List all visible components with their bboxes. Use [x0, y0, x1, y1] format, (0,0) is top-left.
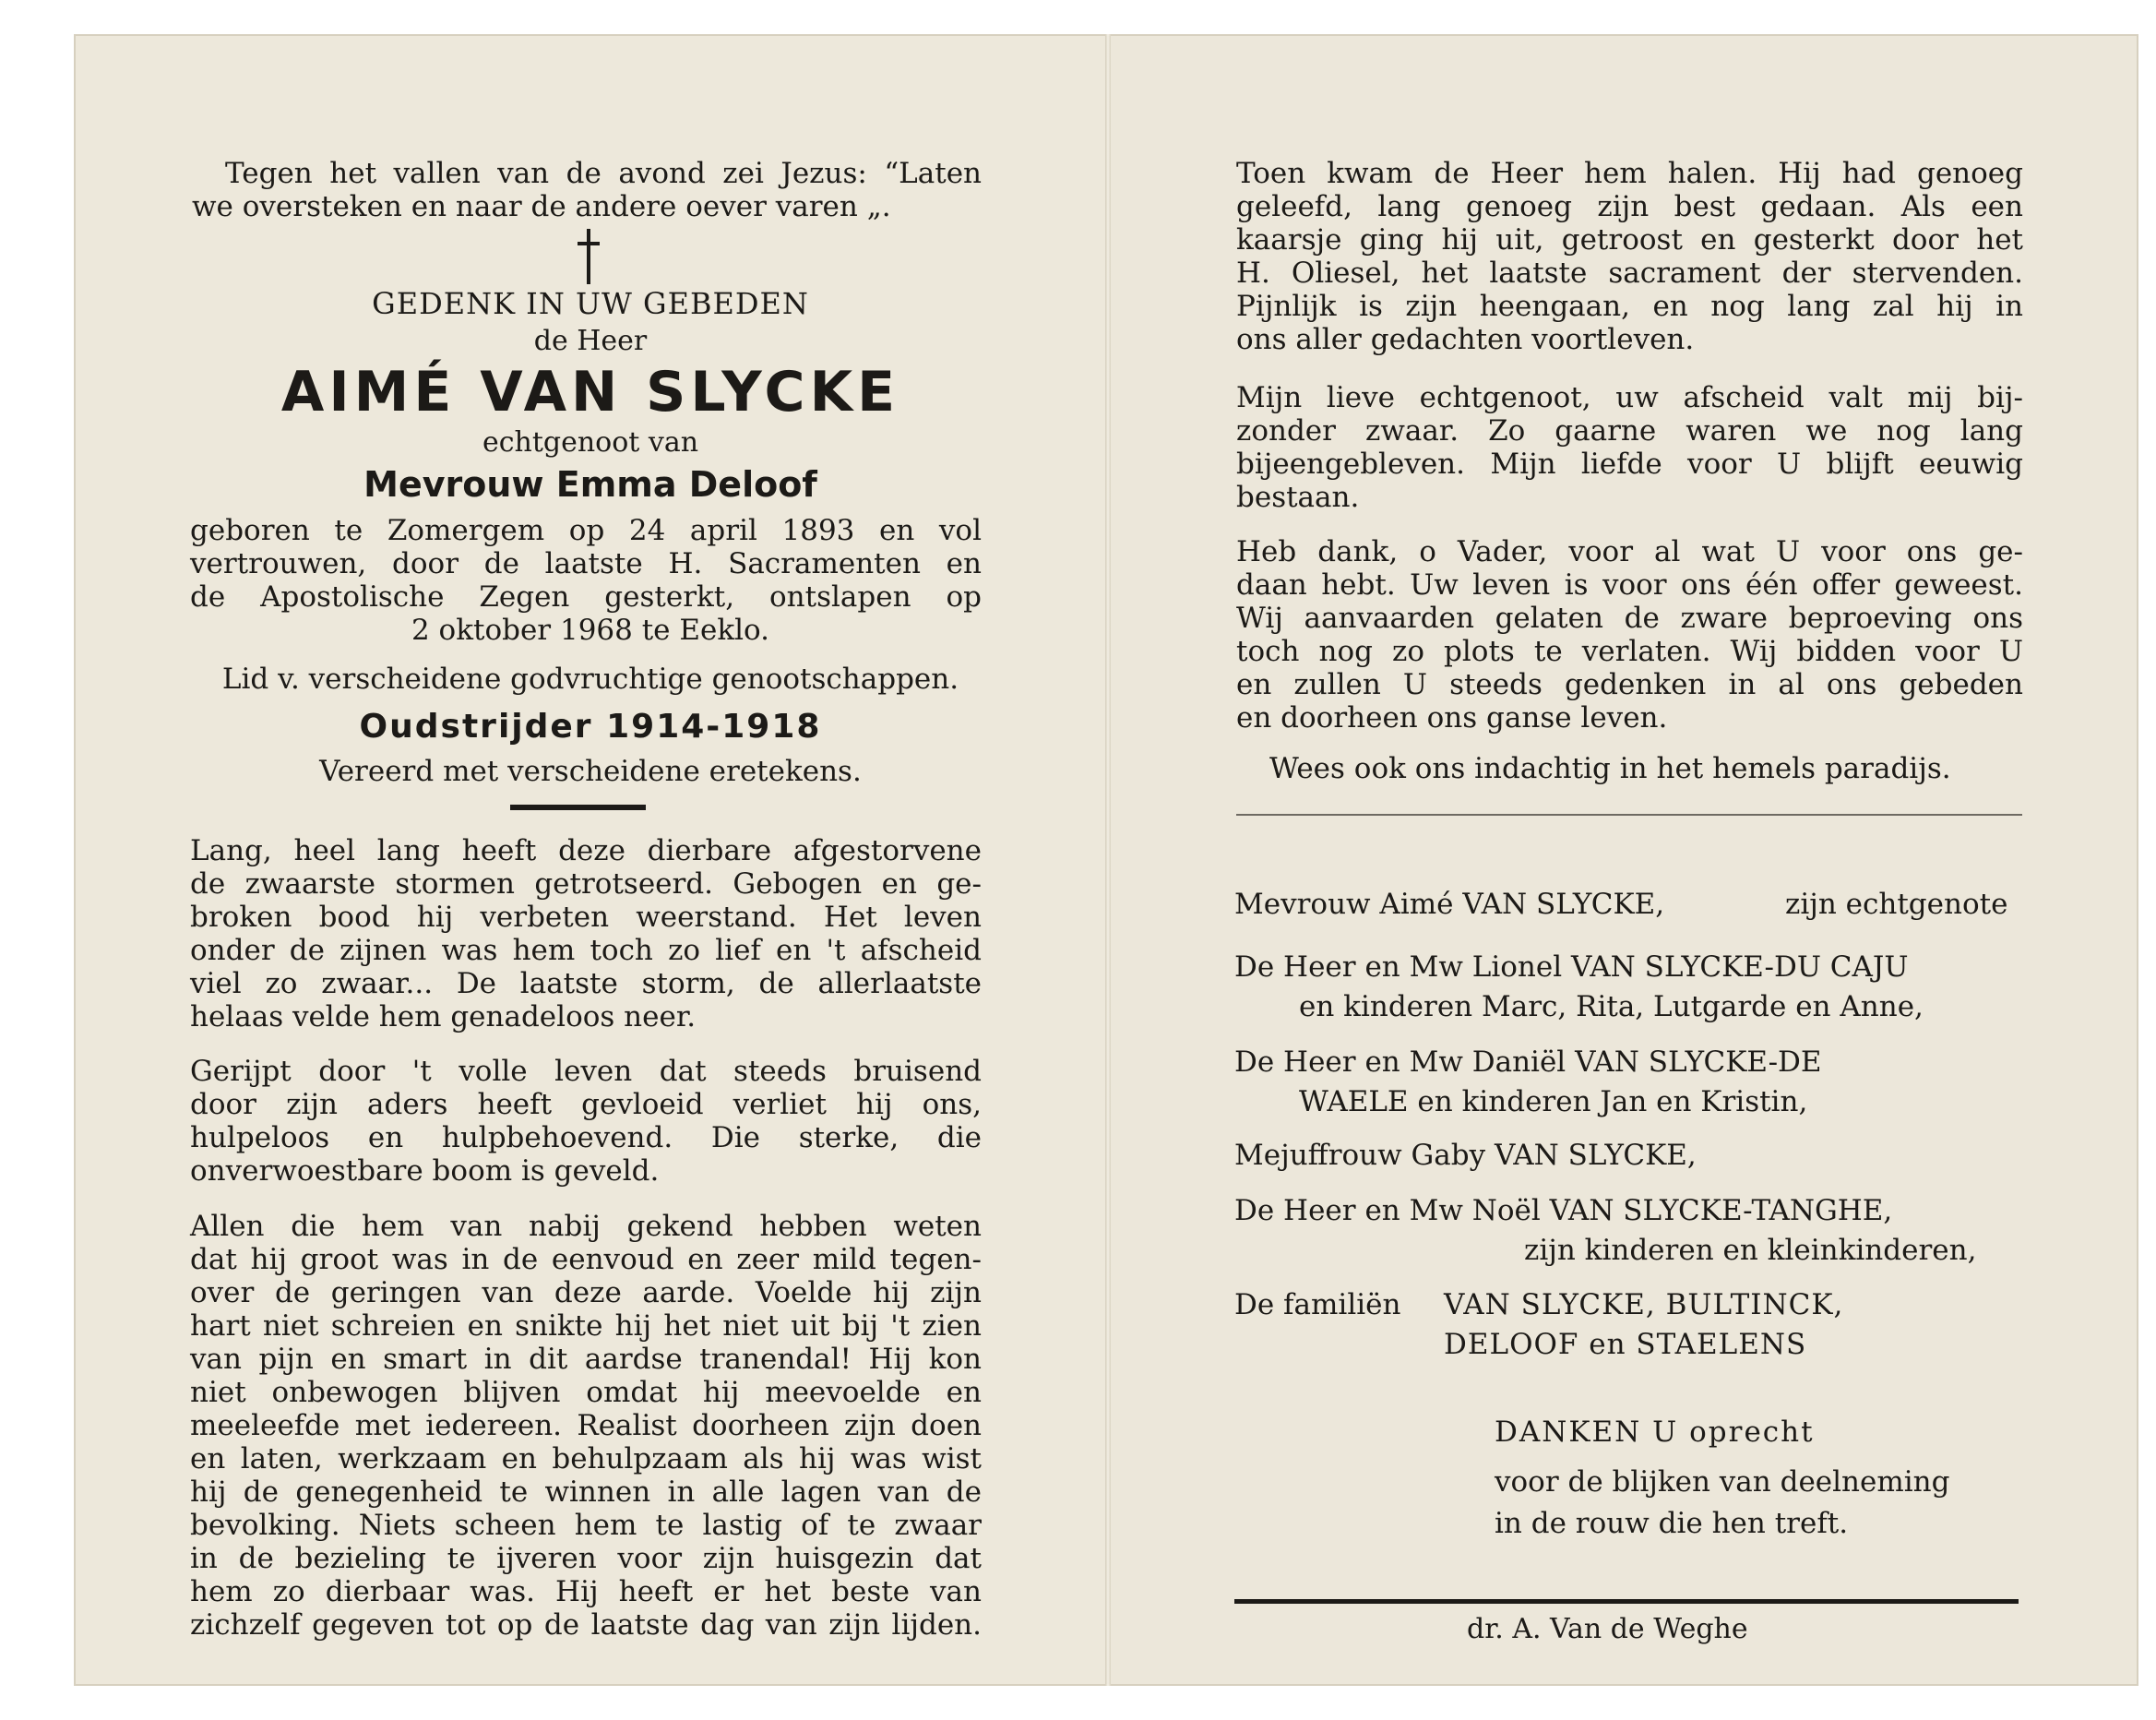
family-lionel-children: en kinderen Marc, Rita, Lutgarde en Anne, [1299, 990, 1924, 1023]
family-widow-role: zijn echtgenote [1785, 888, 2008, 921]
para-line: Lang, heel lang heeft deze dierbare afgestorvene [190, 834, 982, 867]
para-line: Toen kwam de Heer hem halen. Hij had genoeg [1236, 157, 2023, 190]
para-line: zonder zwaar. Zo gaarne waren we nog lang [1236, 414, 2023, 448]
para-line: bevolking. Niets scheen hem te lastig of te zwaar [190, 1509, 982, 1542]
death-date: 2 oktober 1968 te Eeklo. [411, 614, 770, 647]
quote-line: we oversteken en naar de andere oever varen „. [192, 190, 891, 223]
para-line: zichzelf gegeven tot op de laatste dag van zijn lijden. [190, 1608, 982, 1642]
thanks-heading: DANKEN U oprecht [1495, 1415, 1815, 1449]
para-line: en laten, werkzaam en behulpzaam als hij was wist [190, 1442, 982, 1475]
para-line: en doorheen ons ganse leven. [1236, 701, 1668, 735]
para-line: dat hij groot was in de eenvoud en zeer mild tegen- [190, 1243, 982, 1276]
families-label: De familiën [1234, 1288, 1401, 1321]
bible-quote-2 [192, 190, 1004, 223]
paragraph-3 [190, 1210, 982, 1642]
para-line: in de bezieling te ijveren voor zijn huisgezin dat [190, 1542, 982, 1575]
spouse-name: Mevrouw Emma Deloof [363, 464, 817, 505]
para-line: geleefd, lang genoeg zijn best gedaan. Als een [1236, 190, 2023, 223]
para-line: viel zo zwaar... De laatste storm, de allerlaatste [190, 967, 982, 1000]
bible-quote [225, 157, 982, 190]
bio-line: de Apostolische Zegen gesterkt, ontslapen op [190, 580, 982, 614]
para-line: hij de genegenheid te winnen in alle lagen van de [190, 1475, 982, 1509]
family-noel: De Heer en Mw Noël VAN SLYCKE-TANGHE, [1234, 1194, 1893, 1227]
para-line: ons aller gedachten voortleven. [1236, 323, 1695, 356]
family-noel-children: zijn kinderen en kleinkinderen, [1524, 1234, 1977, 1267]
bottom-divider [1234, 1599, 2019, 1604]
para-line: hart niet schreien en snikte hij het niet uit bij 't zien [190, 1309, 982, 1343]
cross-icon [584, 229, 593, 284]
family-lionel: De Heer en Mw Lionel VAN SLYCKE-DU CAJU [1234, 950, 1909, 984]
deceased-name: AIMÉ VAN SLYCKE [280, 360, 900, 424]
para-line: H. Oliesel, het laatste sacrament der stervenden. [1236, 257, 2023, 290]
veteran: Oudstrijder 1914-1918 [359, 708, 822, 746]
para-line: onverwoestbare boom is geveld. [190, 1154, 660, 1188]
bio-line: vertrouwen, door de laatste H. Sacramenten en [190, 547, 982, 580]
spouse-label: echtgenoot van [482, 426, 699, 459]
families-names-2: DELOOF en STAELENS [1444, 1328, 1807, 1361]
family-daniel-children: WAELE en kinderen Jan en Kristin, [1299, 1085, 1808, 1118]
para-line: hulpeloos en hulpbehoevend. Die sterke, die [190, 1121, 982, 1154]
families-names-1: VAN SLYCKE, BULTINCK, [1444, 1288, 1844, 1321]
divider [510, 805, 646, 810]
card-fold [1105, 34, 1111, 1686]
para-line: onder de zijnen was hem toch zo lief en 't afscheid [190, 934, 982, 967]
para-line: hem zo dierbaar was. Hij heeft er het beste van [190, 1575, 982, 1608]
prayer-line: Wees ook ons indachtig in het hemels paradijs. [1269, 752, 1951, 785]
para-line: Allen die hem van nabij gekend hebben weten [190, 1210, 982, 1243]
right-paragraph-2 [1236, 381, 2023, 514]
membership: Lid v. verscheidene godvruchtige genootschappen. [221, 663, 959, 696]
para-line: Heb dank, o Vader, voor al wat U voor ons ge- [1236, 535, 2023, 568]
bio-line: geboren te Zomergem op 24 april 1893 en vol [190, 514, 982, 547]
family-gaby: Mejuffrouw Gaby VAN SLYCKE, [1234, 1139, 1697, 1172]
para-line: bestaan. [1236, 481, 1360, 514]
right-paragraph-3 [1236, 535, 2023, 735]
right-paragraph-1 [1236, 157, 2023, 356]
printer-credit: dr. A. Van de Weghe [1467, 1613, 1748, 1645]
paragraph-1 [190, 834, 982, 1033]
para-line: en zullen U steeds gedenken in al ons gebeden [1236, 668, 2023, 701]
biography [190, 514, 982, 614]
para-line: Gerijpt door 't volle leven dat steeds bruisend [190, 1055, 982, 1088]
para-line: van pijn en smart in dit aardse tranendal! Hij kon [190, 1343, 982, 1376]
family-widow: Mevrouw Aimé VAN SLYCKE, [1234, 888, 1665, 921]
thin-divider [1236, 814, 2022, 816]
para-line: kaarsje ging hij uit, getroost en gesterkt door het [1236, 223, 2023, 257]
para-line: broken bood hij verbeten weerstand. Het leven [190, 901, 982, 934]
para-line: daan hebt. Uw leven is voor ons één offer geweest. [1236, 568, 2023, 602]
thanks-line-2: voor de blijken van deelneming [1495, 1465, 1950, 1499]
para-line: niet onbewogen blijven omdat hij meevoelde en [190, 1376, 982, 1409]
thanks-line-3: in de rouw die hen treft. [1495, 1507, 1849, 1540]
paragraph-2 [190, 1055, 982, 1188]
honorific: de Heer [533, 325, 648, 357]
para-line: over de geringen van deze aarde. Voelde hij zijn [190, 1276, 982, 1309]
family-daniel: De Heer en Mw Daniël VAN SLYCKE-DE [1234, 1045, 1822, 1079]
para-line: door zijn aders heeft gevloeid verliet hij ons, [190, 1088, 982, 1121]
quote-line: Tegen het vallen van de avond zei Jezus: “Laten [225, 157, 982, 190]
para-line: Wij aanvaarden gelaten de zware beproeving ons [1236, 602, 2023, 635]
para-line: bijeengebleven. Mijn liefde voor U blijft eeuwig [1236, 448, 2023, 481]
honors: Vereerd met verscheidene eretekens. [319, 755, 862, 788]
para-line: de zwaarste stormen getrotseerd. Gebogen en ge- [190, 867, 982, 901]
para-line: Pijnlijk is zijn heengaan, en nog lang zal hij in [1236, 290, 2023, 323]
para-line: Mijn lieve echtgenoot, uw afscheid valt mij bij- [1236, 381, 2023, 414]
remember-heading: GEDENK IN UW GEBEDEN [372, 286, 809, 321]
para-line: helaas velde hem genadeloos neer. [190, 1000, 697, 1033]
para-line: meeleefde met iedereen. Realist doorheen zijn doen [190, 1409, 982, 1442]
para-line: toch nog zo plots te verlaten. Wij bidden voor U [1236, 635, 2023, 668]
